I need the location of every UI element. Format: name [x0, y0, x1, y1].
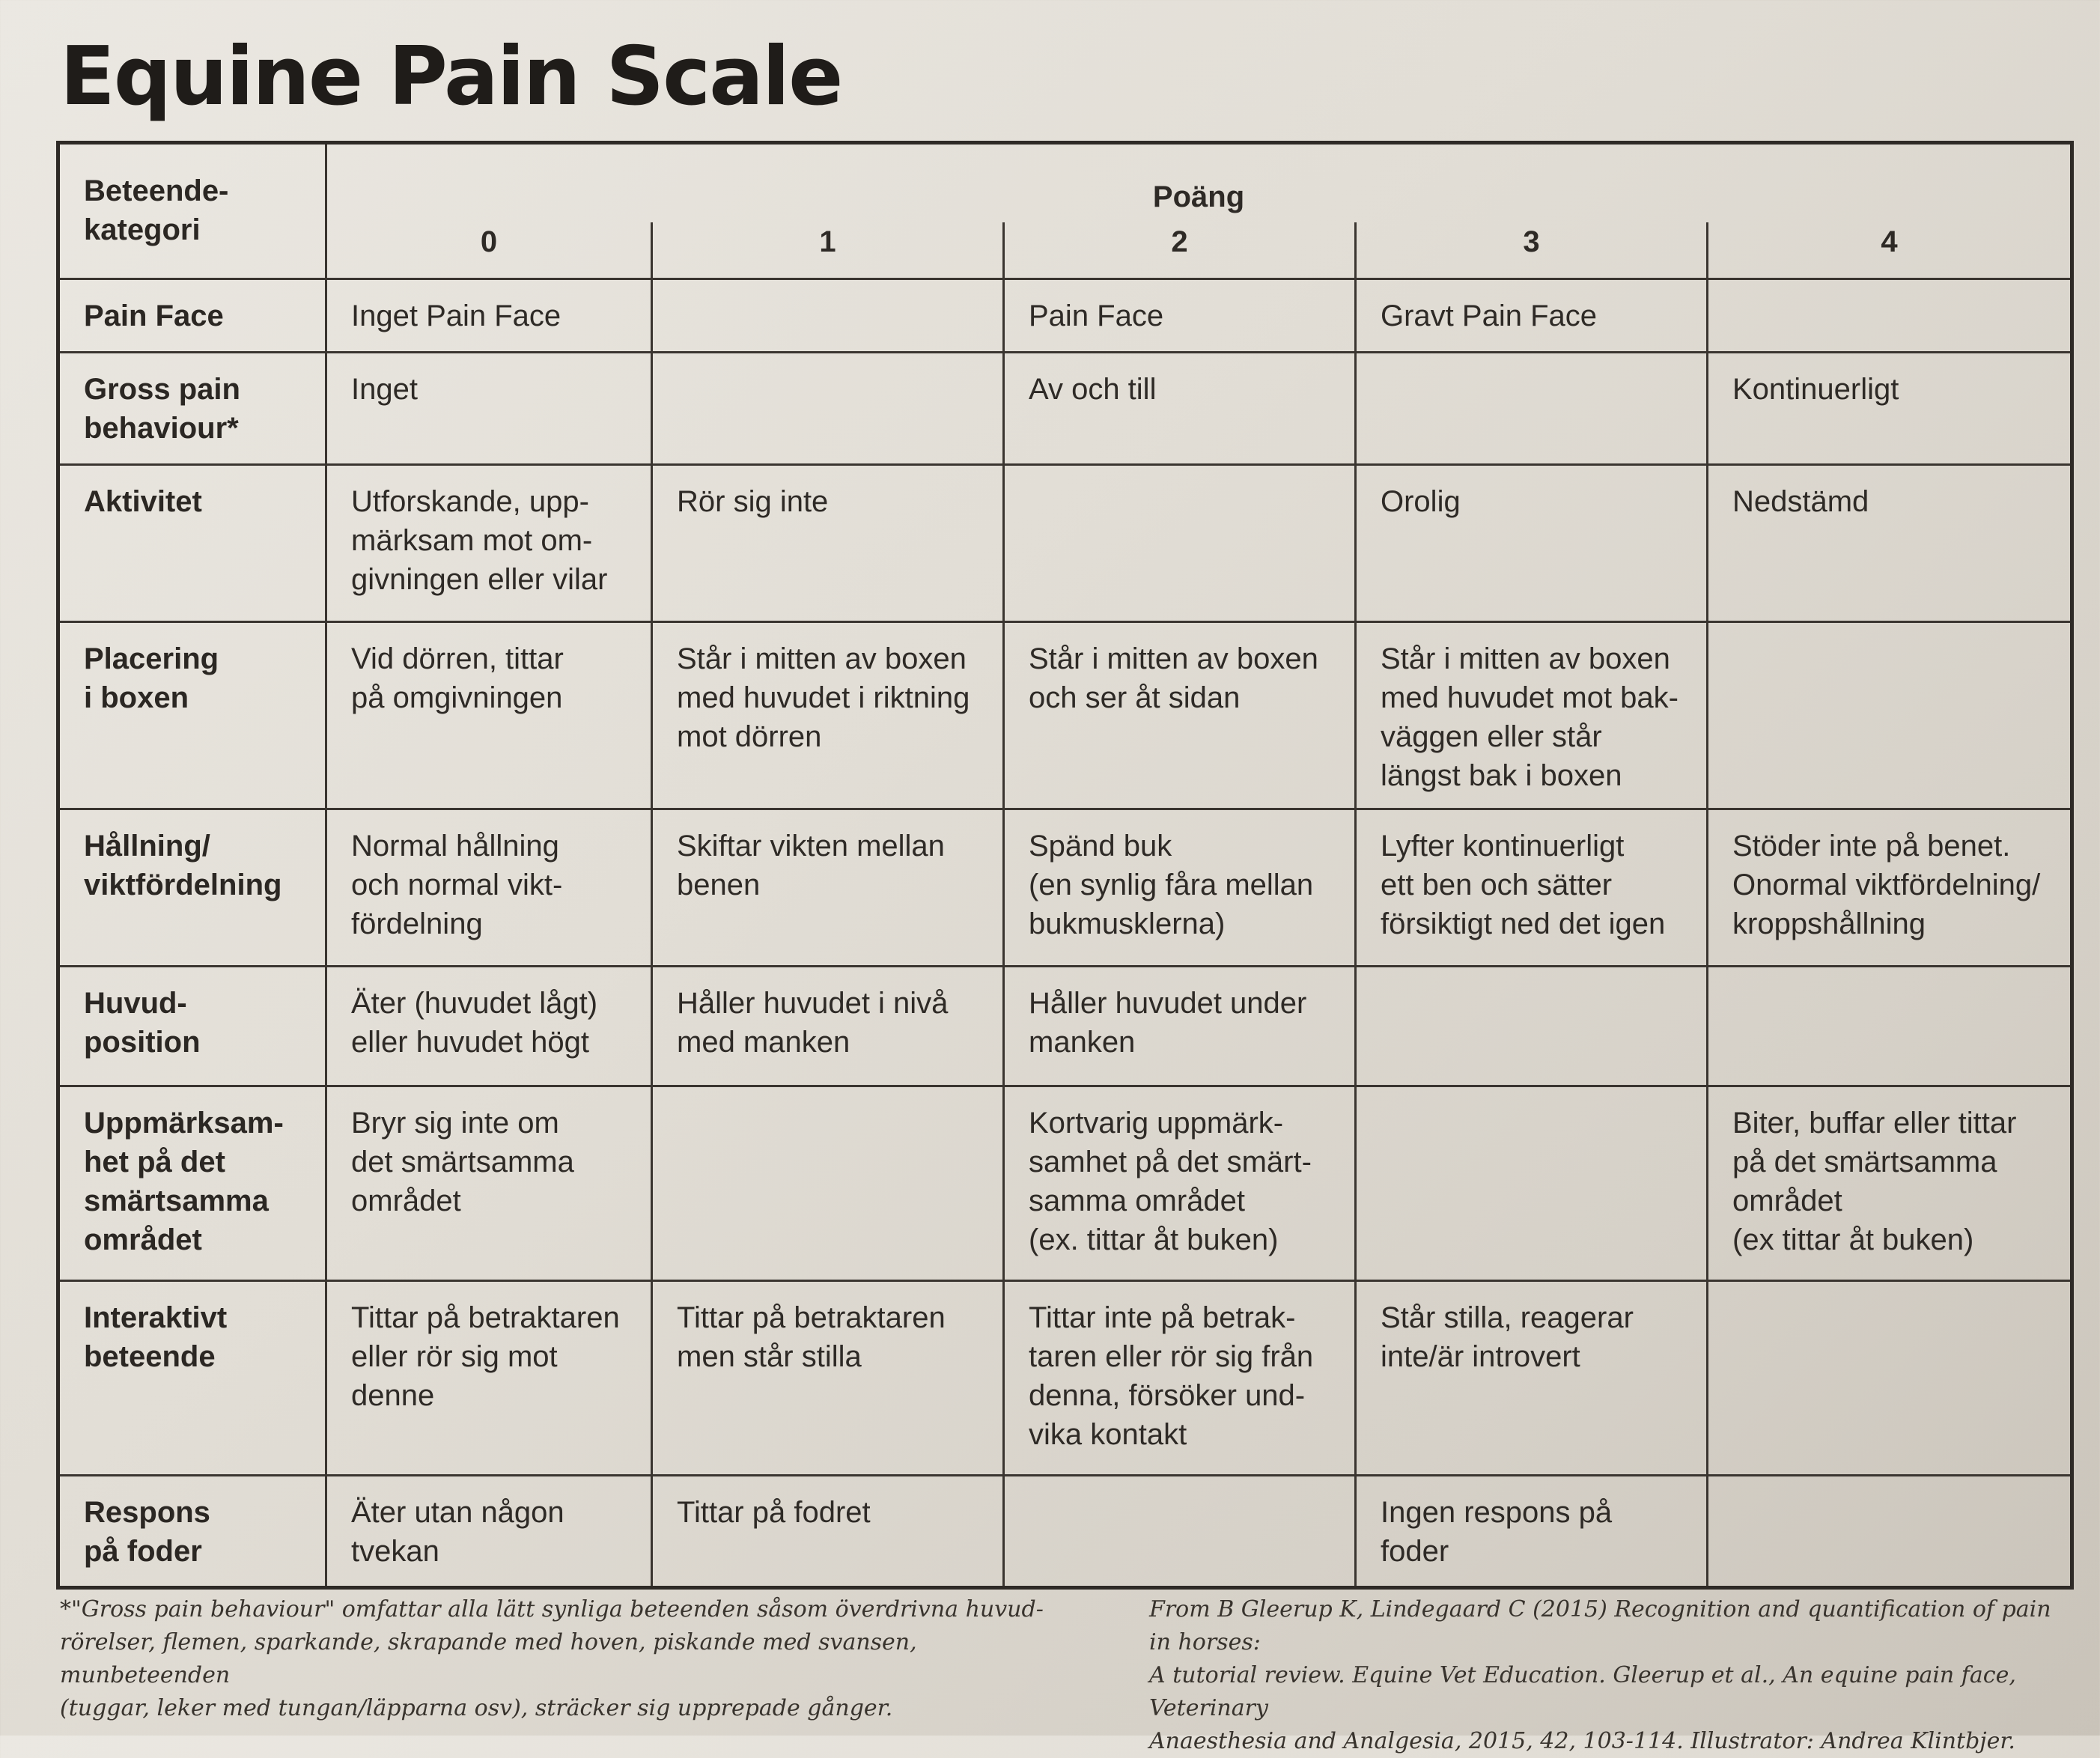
- category-cell: Placering i boxen: [58, 622, 326, 809]
- score-group-header: Poäng: [326, 143, 2072, 223]
- score-1-cell: Tittar på fodret: [652, 1476, 1004, 1588]
- table-row: [58, 465, 2072, 622]
- header-row-scores: [58, 222, 2072, 279]
- table-row: [58, 279, 2072, 353]
- score-0-cell: Inget: [326, 353, 652, 465]
- score-2-cell: Spänd buk (en synlig fåra mellan bukmusklerna): [1004, 809, 1356, 967]
- score-3-cell: Lyfter kontinuerligt ett ben och sätter försiktigt ned det igen: [1356, 809, 1708, 967]
- score-1-cell: Rör sig inte: [652, 465, 1004, 622]
- score-0-cell: Utforskande, upp- märksam mot om- givningen eller vilar: [326, 465, 652, 622]
- score-2-cell: [1004, 465, 1356, 622]
- score-3-cell: [1356, 967, 1708, 1086]
- table-row: [58, 1086, 2072, 1281]
- score-3-cell: Ingen respons på foder: [1356, 1476, 1708, 1588]
- category-cell: Huvud- position: [58, 967, 326, 1086]
- score-0-cell: Äter utan någon tvekan: [326, 1476, 652, 1588]
- category-cell: Interaktivt beteende: [58, 1281, 326, 1476]
- score-0-cell: Vid dörren, tittar på omgivningen: [326, 622, 652, 809]
- score-1-cell: Håller huvudet i nivå med manken: [652, 967, 1004, 1086]
- table-row: [58, 622, 2072, 809]
- category-cell: Hållning/ viktfördelning: [58, 809, 326, 967]
- score-4-cell: Nedstämd: [1708, 465, 2072, 622]
- score-4-cell: [1708, 1476, 2072, 1588]
- score-1-cell: [652, 353, 1004, 465]
- category-cell: Pain Face: [58, 279, 326, 353]
- score-header-4: 4: [1708, 222, 2072, 279]
- score-1-cell: [652, 279, 1004, 353]
- table-row: [58, 1476, 2072, 1588]
- score-header-0: 0: [326, 222, 652, 279]
- score-3-cell: Gravt Pain Face: [1356, 279, 1708, 353]
- score-2-cell: Håller huvudet under manken: [1004, 967, 1356, 1086]
- table-row: [58, 967, 2072, 1086]
- score-3-cell: Står stilla, reagerar inte/är introvert: [1356, 1281, 1708, 1476]
- score-3-cell: [1356, 353, 1708, 465]
- score-3-cell: Står i mitten av boxen med huvudet mot bak- väggen eller står längst bak i boxen: [1356, 622, 1708, 809]
- score-2-cell: [1004, 1476, 1356, 1588]
- score-2-cell: Av och till: [1004, 353, 1356, 465]
- category-cell: Uppmärksam- het på det smärtsamma området: [58, 1086, 326, 1281]
- page-title: Equine Pain Scale: [60, 30, 842, 124]
- category-cell: Respons på foder: [58, 1476, 326, 1588]
- table-row: [58, 353, 2072, 465]
- table-body: [58, 279, 2072, 1588]
- score-3-cell: Orolig: [1356, 465, 1708, 622]
- score-1-cell: Skiftar vikten mellan benen: [652, 809, 1004, 967]
- category-cell: Gross pain behaviour*: [58, 353, 326, 465]
- table-row: [58, 1281, 2072, 1476]
- score-4-cell: [1708, 622, 2072, 809]
- footnote: *"Gross pain behaviour" omfattar alla lätt synliga beteenden såsom överdrivna huvud- rörelser, flemen, sparkande, skrapande med hoven, piskande med svansen, munbeteenden (tuggar, leker med tungan/läpparna osv), sträcker sig upprepade gånger.: [60, 1596, 1044, 1721]
- score-2-cell: Pain Face: [1004, 279, 1356, 353]
- score-4-cell: [1708, 967, 2072, 1086]
- score-3-cell: [1356, 1086, 1708, 1281]
- score-4-cell: Biter, buffar eller tittar på det smärtsamma området (ex tittar åt buken): [1708, 1086, 2072, 1281]
- score-2-cell: Kortvarig uppmärk- samhet på det smärt- samma området (ex. tittar åt buken): [1004, 1086, 1356, 1281]
- score-0-cell: Inget Pain Face: [326, 279, 652, 353]
- table-row: [58, 809, 2072, 967]
- category-column-header: Beteende- kategori: [58, 143, 326, 279]
- score-2-cell: Står i mitten av boxen och ser åt sidan: [1004, 622, 1356, 809]
- score-1-cell: Tittar på betraktaren men står stilla: [652, 1281, 1004, 1476]
- score-0-cell: Tittar på betraktaren eller rör sig mot denne: [326, 1281, 652, 1476]
- score-4-cell: Kontinuerligt: [1708, 353, 2072, 465]
- score-0-cell: Normal hållning och normal vikt- fördelning: [326, 809, 652, 967]
- score-header-3: 3: [1356, 222, 1708, 279]
- score-1-cell: [652, 1086, 1004, 1281]
- score-header-2: 2: [1004, 222, 1356, 279]
- category-cell: Aktivitet: [58, 465, 326, 622]
- score-4-cell: [1708, 1281, 2072, 1476]
- score-4-cell: [1708, 279, 2072, 353]
- score-1-cell: Står i mitten av boxen med huvudet i riktning mot dörren: [652, 622, 1004, 809]
- score-0-cell: Äter (huvudet lågt) eller huvudet högt: [326, 967, 652, 1086]
- score-4-cell: Stöder inte på benet. Onormal viktfördelning/ kroppshållning: [1708, 809, 2072, 967]
- source-citation: From B Gleerup K, Lindegaard C (2015) Recognition and quantification of pain in horses: A tutorial review. Equine Vet Education. Gleerup et al., An equine pain face, Veterinary Anaesthesia and Analgesia, 2015, 42, 103-114. Illustrator: Andrea Klintbjer.: [1149, 1596, 2051, 1754]
- score-2-cell: Tittar inte på betrak- taren eller rör sig från denna, försöker und- vika kontakt: [1004, 1281, 1356, 1476]
- score-header-1: 1: [652, 222, 1004, 279]
- header-row-top: [58, 143, 2072, 223]
- pain-scale-table: [56, 141, 2074, 1590]
- score-0-cell: Bryr sig inte om det smärtsamma området: [326, 1086, 652, 1281]
